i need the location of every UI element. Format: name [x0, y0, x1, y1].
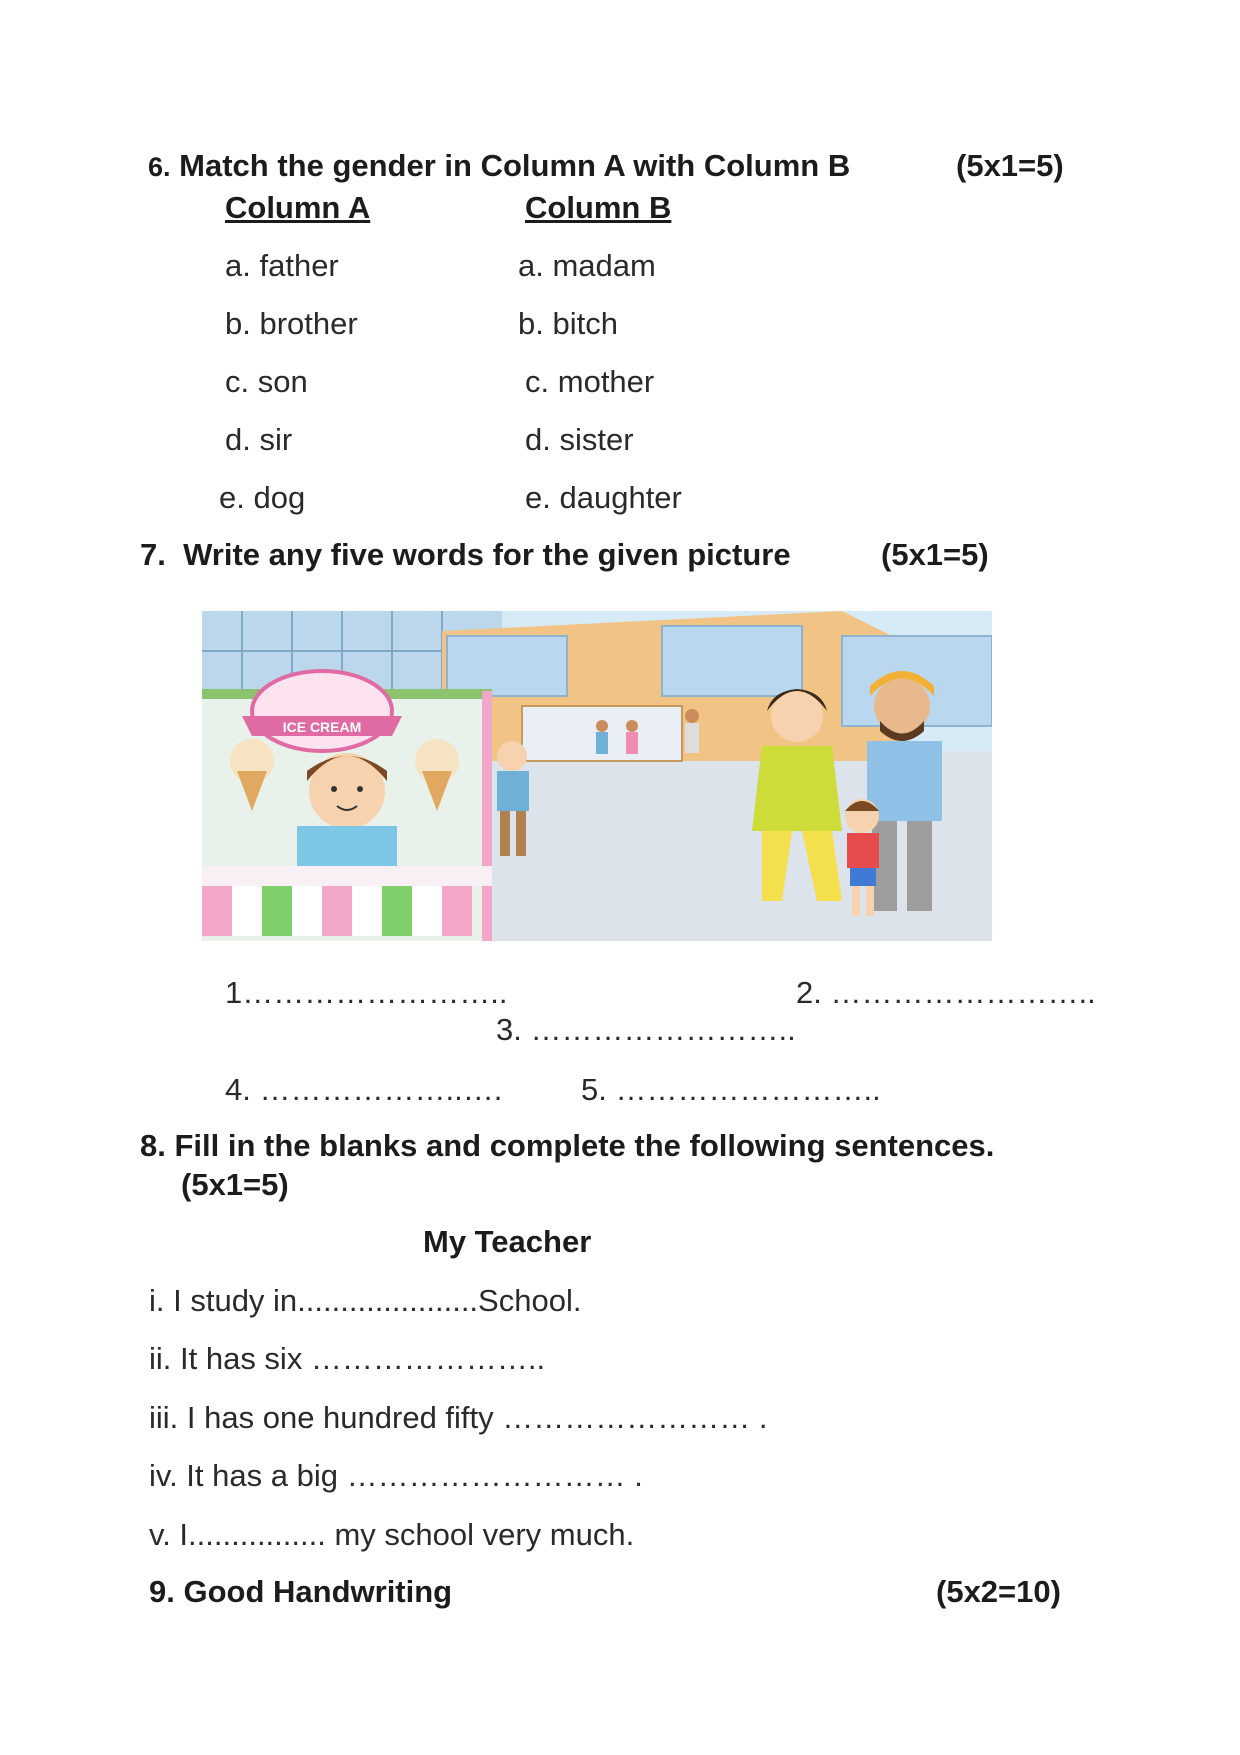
- mall-window: [662, 626, 802, 696]
- item-letter: a.: [225, 248, 251, 283]
- q7-title: Write any five words for the given picture: [183, 537, 791, 572]
- item-word: father: [259, 248, 339, 283]
- column-b-item: [518, 306, 618, 342]
- column-b-item: [525, 364, 654, 400]
- q8-subtitle: My Teacher: [423, 1224, 592, 1259]
- column-a-item: [219, 480, 305, 516]
- item-letter: b.: [225, 306, 251, 341]
- item-letter: e.: [219, 480, 245, 515]
- stall-pole: [482, 691, 492, 941]
- q6-header: [148, 148, 850, 184]
- q9-title: Good Handwriting: [183, 1574, 453, 1609]
- column-b-item: [518, 248, 656, 284]
- item-word: sister: [559, 422, 634, 457]
- q9-header: [149, 1574, 452, 1610]
- ice-cream-shop-picture: [202, 611, 992, 941]
- item-word: madam: [552, 248, 656, 283]
- item-word: mother: [557, 364, 655, 399]
- item-letter: b.: [518, 306, 544, 341]
- q9-number: 9.: [149, 1574, 175, 1609]
- sign-text: ICE CREAM: [282, 719, 362, 735]
- item-letter: d.: [225, 422, 251, 457]
- q7-header: [140, 537, 791, 573]
- item-word: bitch: [552, 306, 618, 341]
- picture-word-blank-5: 5. ……………………..: [581, 1072, 881, 1107]
- column-a-header: Column A: [225, 190, 371, 225]
- column-b-header: Column B: [525, 190, 672, 225]
- column-a-item: [225, 364, 308, 400]
- column-b-item: [525, 480, 682, 516]
- sentence-5: v. I................ my school very much.: [149, 1517, 635, 1552]
- sentence-3: iii. I has one hundred fifty …………………… .: [149, 1400, 768, 1435]
- column-b-item: [525, 422, 634, 458]
- q8-marks: (5x1=5): [181, 1167, 289, 1202]
- item-word: dog: [253, 480, 306, 515]
- item-word: sir: [259, 422, 293, 457]
- item-word: son: [257, 364, 308, 399]
- column-a-item: [225, 248, 339, 284]
- column-a-item: [225, 422, 292, 458]
- q7-marks: (5x1=5): [881, 537, 989, 572]
- vendor-boy-shirt: [297, 826, 397, 866]
- q8-title: Fill in the blanks and complete the following sentences.: [174, 1128, 995, 1163]
- q9-marks: (5x2=10): [936, 1574, 1061, 1609]
- mall-window: [447, 636, 567, 696]
- q8-header: [140, 1128, 994, 1164]
- q6-number: 6.: [148, 152, 171, 182]
- sentence-4: iv. It has a big ……………………… .: [149, 1458, 643, 1493]
- stall-stripes: [202, 886, 472, 936]
- picture-word-blank-4: 4. ………………..….: [225, 1072, 503, 1107]
- picture-word-blank-3: 3. ……………………..: [496, 1012, 796, 1047]
- q6-marks: (5x1=5): [956, 148, 1064, 183]
- item-letter: e.: [525, 480, 551, 515]
- item-word: brother: [259, 306, 358, 341]
- column-a-item: [225, 306, 358, 342]
- q7-number: 7.: [140, 537, 166, 572]
- item-letter: c.: [525, 364, 550, 399]
- q8-number: 8.: [140, 1128, 166, 1163]
- q6-title: Match the gender in Column A with Column B: [179, 148, 851, 183]
- item-letter: d.: [525, 422, 551, 457]
- sentence-2: ii. It has six …………………..: [149, 1341, 546, 1376]
- picture-word-blank-2: 2. ……………………..: [796, 975, 1096, 1010]
- stall-counter: [202, 866, 492, 886]
- item-letter: a.: [518, 248, 544, 283]
- sentence-1: i. I study in.....................School.: [149, 1283, 582, 1318]
- ice-cream-sign: [252, 671, 392, 751]
- item-word: daughter: [559, 480, 682, 515]
- picture-word-blank-1: 1……………………..: [225, 975, 508, 1010]
- item-letter: c.: [225, 364, 250, 399]
